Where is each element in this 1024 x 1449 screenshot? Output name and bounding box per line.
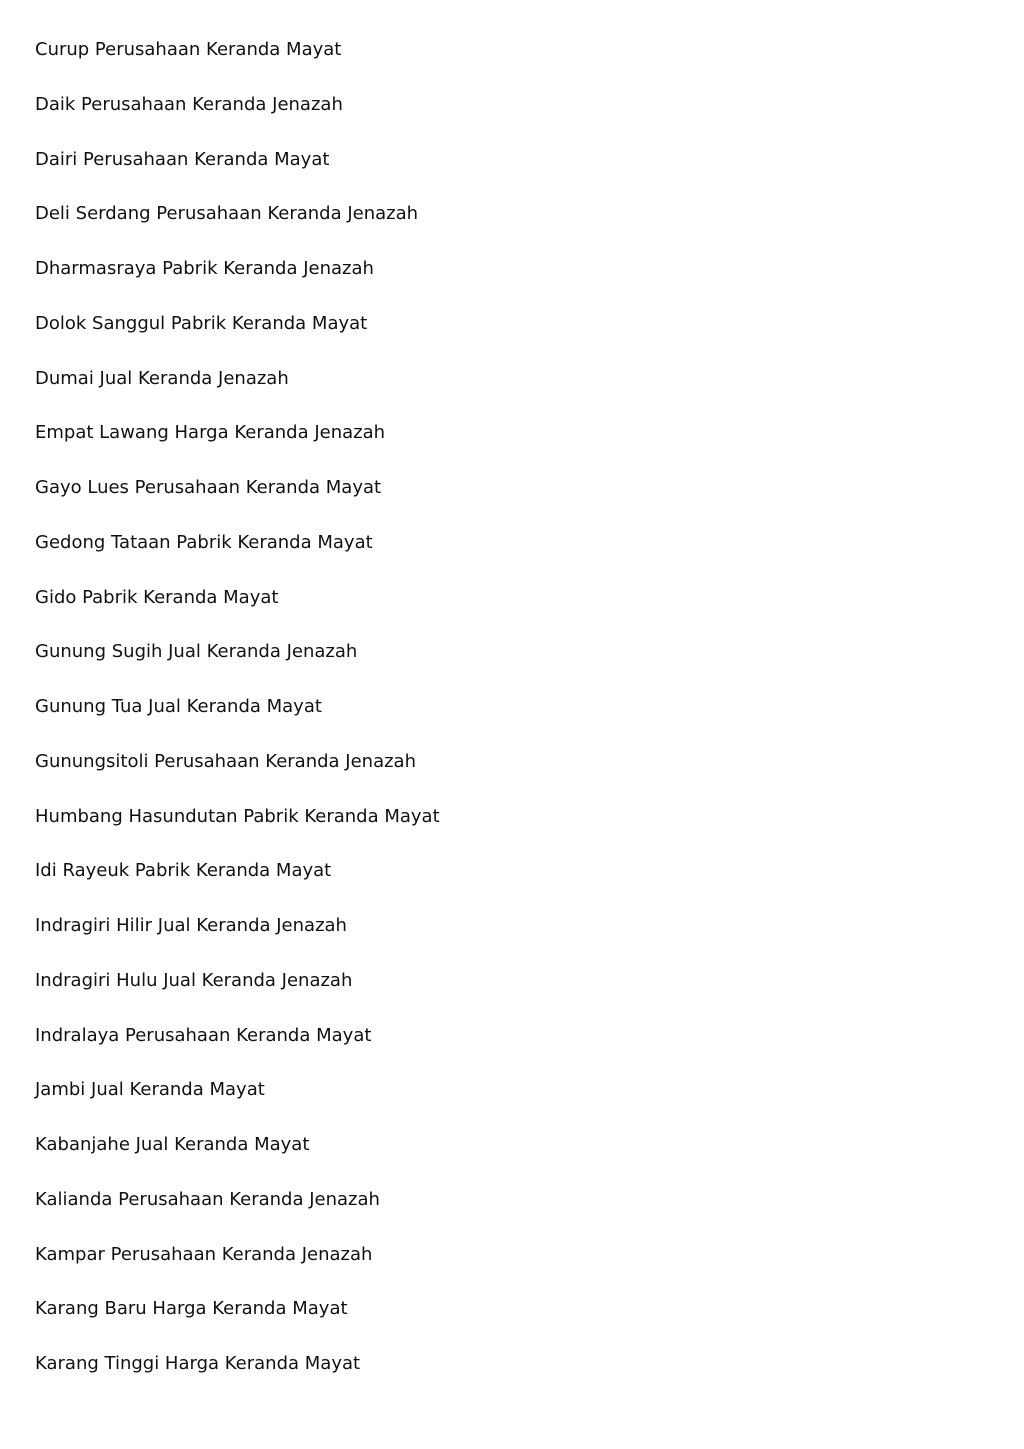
list-item: Karang Baru Harga Keranda Mayat (35, 1298, 348, 1320)
list-item: Dumai Jual Keranda Jenazah (35, 367, 289, 389)
list-item: Kalianda Perusahaan Keranda Jenazah (35, 1188, 380, 1210)
list-item: Indralaya Perusahaan Keranda Mayat (35, 1024, 372, 1046)
list-item: Kabanjahe Jual Keranda Mayat (35, 1134, 310, 1155)
list-item: Gayo Lues Perusahaan Keranda Mayat (35, 477, 382, 498)
list-item: Indragiri Hulu Jual Keranda Jenazah (35, 969, 353, 991)
text-list (35, 36, 440, 1405)
list-item: Daik Perusahaan Keranda Jenazah (35, 93, 343, 115)
list-item: Gunung Sugih Jual Keranda Jenazah (35, 641, 358, 663)
list-item: Dolok Sanggul Pabrik Keranda Mayat (35, 312, 368, 334)
list-item: Gunung Tua Jual Keranda Mayat (35, 696, 322, 717)
list-item: Dairi Perusahaan Keranda Mayat (35, 148, 330, 170)
list-item: Humbang Hasundutan Pabrik Keranda Mayat (35, 805, 440, 827)
list-item: Empat Lawang Harga Keranda Jenazah (35, 422, 386, 444)
list-item: Gido Pabrik Keranda Mayat (35, 586, 279, 608)
list-item: Indragiri Hilir Jual Keranda Jenazah (35, 915, 347, 936)
list-item: Kampar Perusahaan Keranda Jenazah (35, 1243, 373, 1265)
list-item: Karang Tinggi Harga Keranda Mayat (35, 1353, 361, 1374)
list-item: Gunungsitoli Perusahaan Keranda Jenazah (35, 750, 416, 772)
list-item: Idi Rayeuk Pabrik Keranda Mayat (35, 860, 332, 882)
list-item: Jambi Jual Keranda Mayat (35, 1079, 265, 1101)
list-item: Curup Perusahaan Keranda Mayat (35, 39, 342, 60)
list-item: Dharmasraya Pabrik Keranda Jenazah (35, 258, 374, 279)
list-item: Gedong Tataan Pabrik Keranda Mayat (35, 531, 373, 553)
list-item: Deli Serdang Perusahaan Keranda Jenazah (35, 203, 419, 225)
